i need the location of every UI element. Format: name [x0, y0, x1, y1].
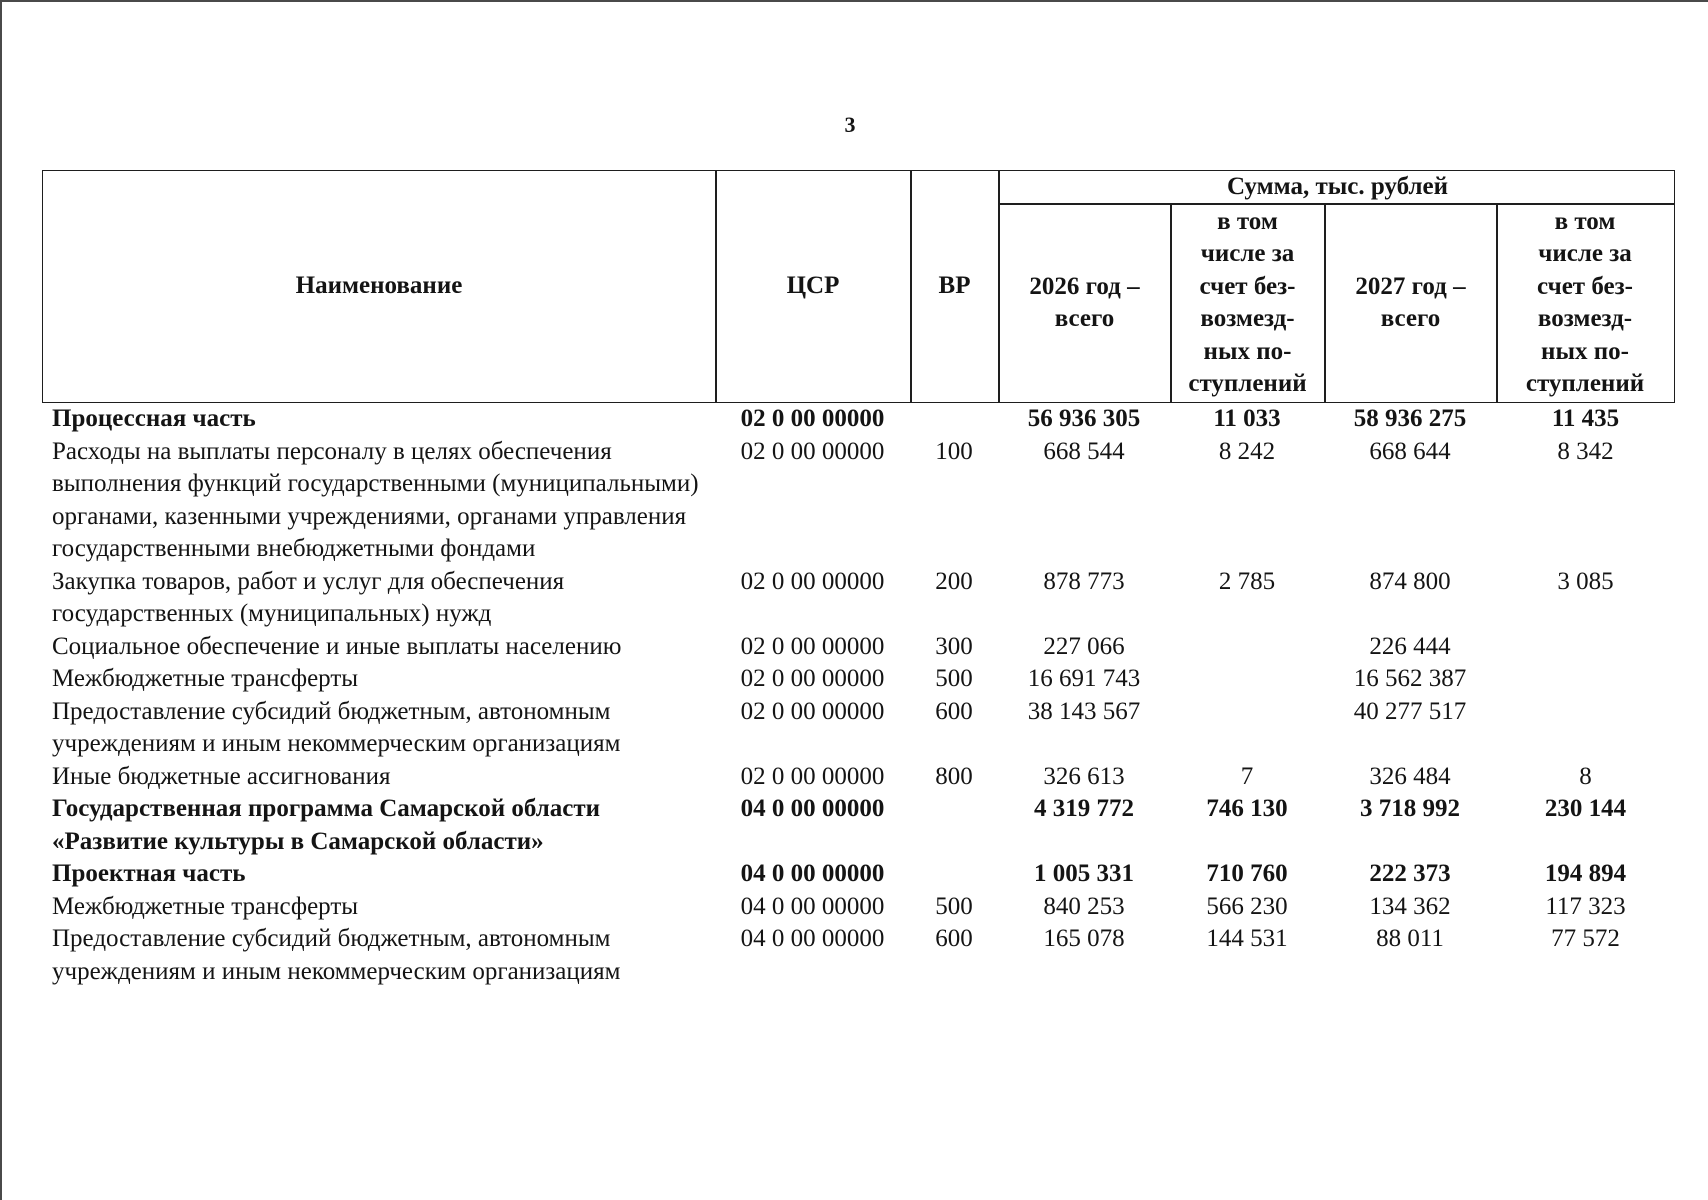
table-row [42, 923, 1675, 988]
row-2027-total: 16 562 387 [1353, 665, 1467, 692]
page-edge-left [0, 0, 2, 1200]
row-2027-total: 88 011 [1376, 925, 1444, 952]
row-csr: 02 0 00 00000 [740, 697, 885, 725]
row-vr: 800 [935, 762, 973, 790]
row-2026-gratuitous: 8 242 [1218, 437, 1276, 465]
row-name: Предоставление субсидий бюджетным, автономным учреждениям и иным некоммерческим организациям [52, 925, 621, 985]
row-2027-total: 874 800 [1369, 567, 1451, 595]
row-vr [910, 793, 998, 858]
row-2027-total: 58 936 275 [1353, 405, 1467, 432]
row-name: Межбюджетные трансферты [52, 892, 359, 920]
row-2026-total: 668 544 [1043, 437, 1125, 465]
row-2027-gratuitous [1496, 696, 1675, 761]
row-2027-gratuitous: 8 342 [1557, 437, 1614, 465]
table-row [42, 566, 1675, 631]
row-2026-gratuitous: 746 130 [1206, 795, 1288, 822]
row-2026-total: 1 005 331 [1034, 860, 1134, 887]
row-2026-gratuitous [1170, 663, 1324, 696]
table-row [42, 436, 1675, 566]
row-2026-gratuitous: 7 [1240, 762, 1254, 790]
row-name: Межбюджетные трансферты [52, 665, 359, 692]
row-csr: 04 0 00 00000 [740, 892, 885, 920]
row-2026-total: 38 143 567 [1027, 697, 1141, 725]
row-2027-total: 40 277 517 [1353, 697, 1467, 725]
header-csr: ЦСР [786, 271, 840, 299]
table-row [42, 858, 1675, 891]
header-2026-total: 2026 год – всего [1029, 272, 1140, 332]
row-vr [910, 858, 998, 891]
row-2027-gratuitous: 230 144 [1544, 795, 1627, 822]
row-vr [910, 403, 998, 436]
row-2027-total: 326 484 [1369, 762, 1451, 790]
row-2027-total: 3 718 992 [1360, 795, 1460, 822]
row-2026-gratuitous: 11 033 [1213, 405, 1281, 432]
header-sum-group: Сумма, тыс. рублей [1226, 172, 1449, 200]
row-2026-gratuitous: 144 531 [1206, 925, 1288, 952]
row-csr: 02 0 00 00000 [740, 762, 885, 790]
table-row [42, 793, 1675, 858]
row-csr: 02 0 00 00000 [740, 665, 885, 692]
row-2027-total: 668 644 [1369, 437, 1451, 465]
row-csr: 02 0 00 00000 [740, 632, 885, 660]
row-name: Закупка товаров, работ и услуг для обеспечения государственных (муниципальных) нужд [52, 567, 565, 627]
row-2026-total: 16 691 743 [1027, 665, 1141, 692]
row-name: Расходы на выплаты персоналу в целях обеспечения выполнения функций государственными (муниципальными) органами, казенными учреждениями, органами управления государственными внебюджетными фондами [52, 437, 699, 562]
row-vr: 100 [935, 437, 973, 465]
table-row [42, 631, 1675, 664]
row-2027-gratuitous: 3 085 [1557, 567, 1614, 595]
row-2026-gratuitous: 566 230 [1206, 892, 1288, 920]
page-edge-top [0, 0, 1708, 2]
row-2027-gratuitous [1496, 663, 1675, 696]
row-2027-gratuitous: 117 323 [1545, 892, 1626, 920]
table-row [42, 891, 1675, 924]
row-csr: 04 0 00 00000 [740, 925, 885, 952]
table-row [42, 403, 1675, 436]
row-name: Государственная программа Самарской области «Развитие культуры в Самарской области» [52, 795, 601, 855]
row-name: Предоставление субсидий бюджетным, автономным учреждениям и иным некоммерческим организациям [52, 697, 621, 757]
row-vr: 300 [935, 632, 973, 660]
row-csr: 02 0 00 00000 [740, 567, 885, 595]
row-2026-total: 165 078 [1043, 925, 1125, 952]
row-2027-total: 226 444 [1369, 632, 1451, 660]
row-name: Процессная часть [52, 405, 256, 432]
row-2026-total: 56 936 305 [1027, 405, 1141, 432]
table-row [42, 696, 1675, 761]
row-2027-total: 222 373 [1369, 860, 1451, 887]
row-2026-gratuitous: 710 760 [1206, 860, 1288, 887]
row-2027-gratuitous: 77 572 [1551, 925, 1620, 952]
row-2027-gratuitous: 194 894 [1544, 860, 1627, 887]
row-csr: 02 0 00 00000 [740, 405, 885, 432]
row-csr: 04 0 00 00000 [740, 795, 885, 822]
row-2026-gratuitous [1170, 631, 1324, 664]
table-header [42, 170, 1675, 403]
table-row [42, 663, 1675, 696]
row-csr: 02 0 00 00000 [740, 437, 885, 465]
row-csr: 04 0 00 00000 [740, 860, 885, 887]
row-name: Социальное обеспечение и иные выплаты населению [52, 632, 622, 660]
table-body [42, 403, 1675, 988]
row-2026-gratuitous [1170, 696, 1324, 761]
row-2027-gratuitous: 11 435 [1551, 405, 1620, 432]
row-vr: 600 [935, 925, 973, 952]
row-2026-total: 227 066 [1043, 632, 1125, 660]
row-vr: 200 [935, 567, 973, 595]
row-2027-gratuitous [1496, 631, 1675, 664]
header-2027-gratuitous: в том числе за счет без-возмезд-ных по-ступлений [1525, 207, 1645, 397]
table-row [42, 761, 1675, 794]
row-vr: 500 [935, 892, 973, 920]
row-2026-total: 840 253 [1043, 892, 1125, 920]
row-name: Иные бюджетные ассигнования [52, 762, 391, 790]
row-2026-total: 4 319 772 [1034, 795, 1134, 822]
row-2026-total: 326 613 [1043, 762, 1125, 790]
header-vr: ВР [938, 271, 971, 299]
row-2026-total: 878 773 [1043, 567, 1125, 595]
page-number: 3 [844, 112, 856, 137]
row-2026-gratuitous: 2 785 [1218, 567, 1276, 595]
header-2027-total: 2027 год – всего [1355, 272, 1466, 332]
header-2026-gratuitous: в том числе за счет без-возмезд-ных по-ступлений [1188, 207, 1307, 397]
header-name: Наименование [295, 271, 463, 299]
row-2027-gratuitous: 8 [1579, 762, 1592, 790]
row-vr: 600 [935, 697, 973, 725]
row-name: Проектная часть [52, 860, 246, 887]
row-vr: 500 [935, 665, 973, 692]
row-2027-total: 134 362 [1369, 892, 1451, 920]
